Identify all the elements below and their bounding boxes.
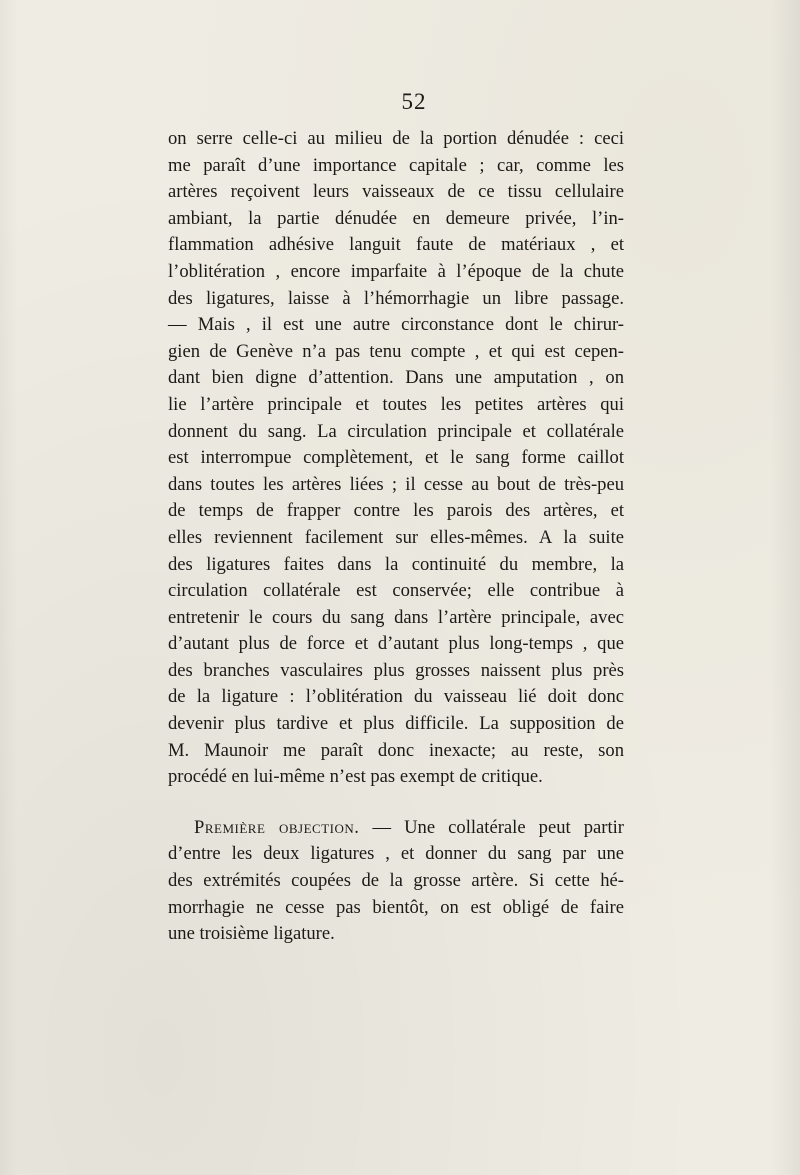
text-line: des branches vasculaires plus grosses naissent plus près [168,659,624,681]
text-line: ambiant, la partie dénudée en demeure privée, l’in- [168,207,624,229]
body-text [168,126,624,948]
page-number: 52 [401,89,427,114]
objection-heading: Première objection. [194,816,360,838]
text-line: dans toutes les artères liées ; il cesse au bout de très-peu [168,473,624,495]
text-line: — Mais , il est une autre circonstance dont le chirur- [168,314,624,336]
paragraph-gap [168,791,624,815]
text-line: donnent du sang. La circulation principale et collatérale [168,420,624,442]
text-line: flammation adhésive languit faute de matériaux , et [168,234,624,256]
text-line: de la ligature : l’oblitération du vaisseau lié doit donc [168,686,624,708]
text-line: l’oblitération , encore imparfaite à l’époque de la chute [168,260,624,282]
paragraph-1 [168,126,624,791]
text-line: dant bien digne d’attention. Dans une amputation , on [168,367,624,389]
text-line: artères reçoivent leurs vaisseaux de ce tissu cellulaire [168,181,624,203]
text-line: on serre celle-ci au milieu de la portion dénudée : ceci [168,128,624,149]
text-line: d’autant plus de force et d’autant plus long-temps , que [168,633,624,655]
text-line: des extrémités coupées de la grosse artère. Si cette hé- [168,870,624,892]
text-line: procédé en lui-même n’est pas exempt de critique. [168,766,543,788]
text-line: me paraît d’une importance capitale ; car, comme les [168,154,624,176]
text-line: lie l’artère principale et toutes les petites artères qui [168,393,624,415]
text-line: gien de Genève n’a pas tenu compte , et qui est cepen- [168,340,624,362]
text-line: M. Maunoir me paraît donc inexacte; au reste, son [168,739,624,761]
text-line: elles reviennent facilement sur elles-mêmes. A la suite [168,526,624,548]
text-line: morrhagie ne cesse pas bientôt, on est obligé de faire [168,896,624,918]
text-line: des ligatures, laisse à l’hémorrhagie un libre passage. [168,287,624,309]
text-line [168,815,624,842]
text-line: des ligatures faites dans la continuité du membre, la [168,553,624,575]
objection-text: — Une collatérale peut partir [359,816,624,838]
text-line: devenir plus tardive et plus difficile. La supposition de [168,713,624,735]
text-line: est interrompue complètement, et le sang forme caillot [168,447,624,469]
text-line: circulation collatérale est conservée; elle contribue à [168,580,624,602]
paragraph-2 [168,815,624,948]
text-line: d’entre les deux ligatures , et donner du sang par une [168,843,624,865]
text-line: une troisième ligature. [168,923,335,945]
text-line: entretenir le cours du sang dans l’artère principale, avec [168,606,624,628]
text-line: de temps de frapper contre les parois des artères, et [168,500,624,522]
